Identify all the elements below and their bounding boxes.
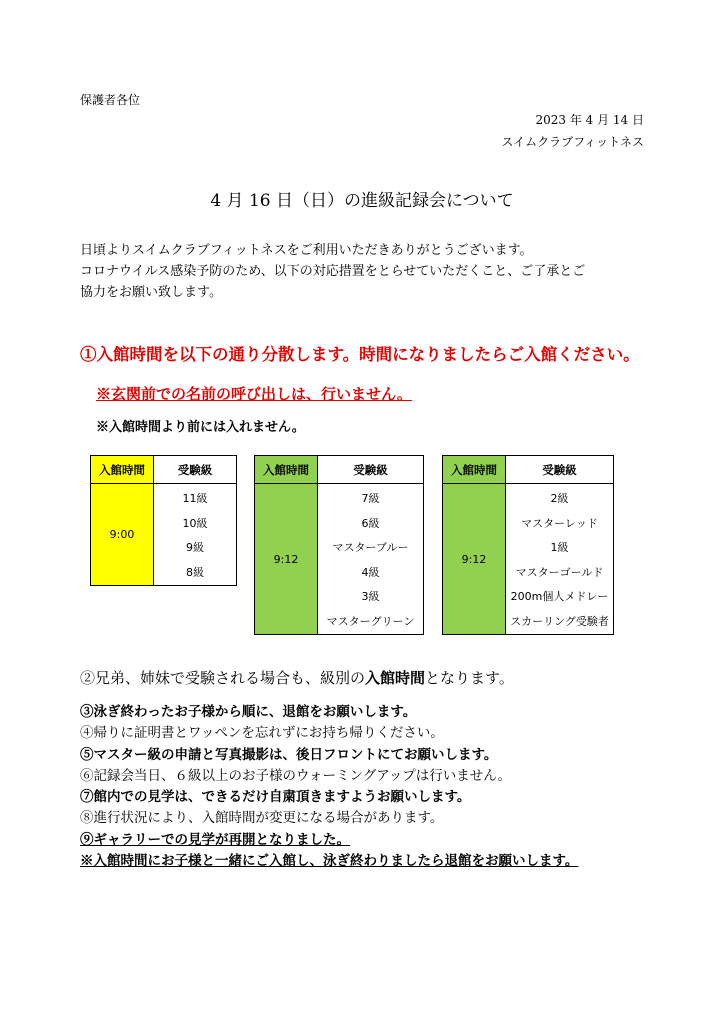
level-item: 200m個人メドレー bbox=[510, 590, 609, 603]
rule-item: ⑥記録会当日、６級以上のお子様のウォーミングアップは行いません。 bbox=[80, 767, 512, 784]
schedule-table-3 bbox=[442, 455, 614, 635]
table-header-levels: 受験級 bbox=[154, 456, 237, 484]
table-header-time: 入館時間 bbox=[255, 456, 318, 484]
addressee: 保護者各位 bbox=[80, 93, 141, 107]
levels-cell bbox=[154, 484, 237, 586]
intro-line: コロナウイルス感染予防のため、以下の対応措置をとらせていただくこと、ご了承とご bbox=[80, 264, 586, 279]
level-item: 10級 bbox=[182, 516, 208, 530]
entry-time: 9:12 bbox=[461, 552, 487, 566]
sibling-entry-note bbox=[80, 667, 514, 688]
level-item: マスターグリーン bbox=[326, 614, 415, 628]
level-item: 11級 bbox=[182, 492, 208, 505]
rule-item: ⑨ギャラリーでの見学が再開となりました。 bbox=[80, 831, 350, 848]
table-header-levels: 受験級 bbox=[506, 456, 614, 484]
table-header-levels: 受験級 bbox=[318, 456, 424, 484]
intro-paragraph bbox=[80, 240, 650, 303]
levels-cell bbox=[318, 484, 424, 635]
table-header-time: 入館時間 bbox=[91, 456, 154, 484]
level-item: 4級 bbox=[361, 565, 380, 579]
entry-time-cell bbox=[91, 484, 154, 586]
no-name-calling-note: ※玄関前での名前の呼び出しは、行いません。 bbox=[96, 385, 412, 403]
organization-name: スイムクラブフィットネス bbox=[501, 135, 644, 149]
level-item: スカーリング受験者 bbox=[510, 614, 609, 628]
level-item: 6級 bbox=[361, 516, 380, 530]
levels-cell bbox=[506, 484, 614, 635]
entry-time: 9:12 bbox=[273, 552, 299, 566]
level-item: 2級 bbox=[550, 492, 569, 505]
entry-time: 9:00 bbox=[109, 528, 135, 541]
level-item: 3級 bbox=[361, 590, 380, 603]
level-item: 7級 bbox=[361, 492, 380, 505]
intro-line: 日頃よりスイムクラブフィットネスをご利用いただきありがとうございます。 bbox=[80, 243, 533, 258]
rule-item: ④帰りに証明書とワッペンを忘れずにお持ち帰りください。 bbox=[80, 725, 444, 742]
no-early-entry-note: ※入館時間より前には入れません。 bbox=[96, 420, 305, 435]
rule-item: ※入館時間にお子様と一緒にご入館し、泳ぎ終わりましたら退館をお願いします。 bbox=[80, 853, 579, 870]
entry-time-heading: ①入館時間を以下の通り分散します。時間になりましたらご入館ください。 bbox=[80, 345, 640, 364]
sibling-note-pre: ②兄弟、姉妹で受験される場合も、級別の bbox=[80, 669, 366, 687]
level-item: 9級 bbox=[186, 541, 204, 554]
entry-time-cell bbox=[443, 484, 506, 635]
level-item: マスターレッド bbox=[521, 516, 598, 530]
entry-time-cell bbox=[255, 484, 318, 635]
level-item: マスターブルー bbox=[332, 541, 409, 554]
sibling-note-post: となります。 bbox=[425, 669, 514, 687]
rule-item: ⑦館内での見学は、できるだけ自粛頂きますようお願いします。 bbox=[80, 789, 471, 806]
table-header-time: 入館時間 bbox=[443, 456, 506, 484]
sibling-note-bold: 入館時間 bbox=[365, 669, 426, 687]
rule-item: ③泳ぎ終わったお子様から順に、退館をお願いします。 bbox=[80, 704, 417, 720]
rule-item: ⑧進行状況により、入館時間が変更になる場合があります。 bbox=[80, 810, 444, 827]
document-title: 4 月 16 日（日）の進級記録会について bbox=[210, 191, 514, 211]
schedule-table-1 bbox=[90, 455, 237, 586]
issue-date: 2023 年 4 月 14 日 bbox=[535, 113, 644, 127]
level-item: 8級 bbox=[186, 565, 204, 579]
rule-item: ⑤マスター級の申請と写真撮影は、後日フロントにてお願いします。 bbox=[80, 746, 498, 763]
rules-list bbox=[80, 702, 578, 872]
intro-line: 協力をお願い致します。 bbox=[80, 285, 222, 300]
level-item: マスターゴールド bbox=[515, 565, 604, 579]
schedule-table-2 bbox=[254, 455, 424, 635]
level-item: 1級 bbox=[550, 541, 569, 554]
